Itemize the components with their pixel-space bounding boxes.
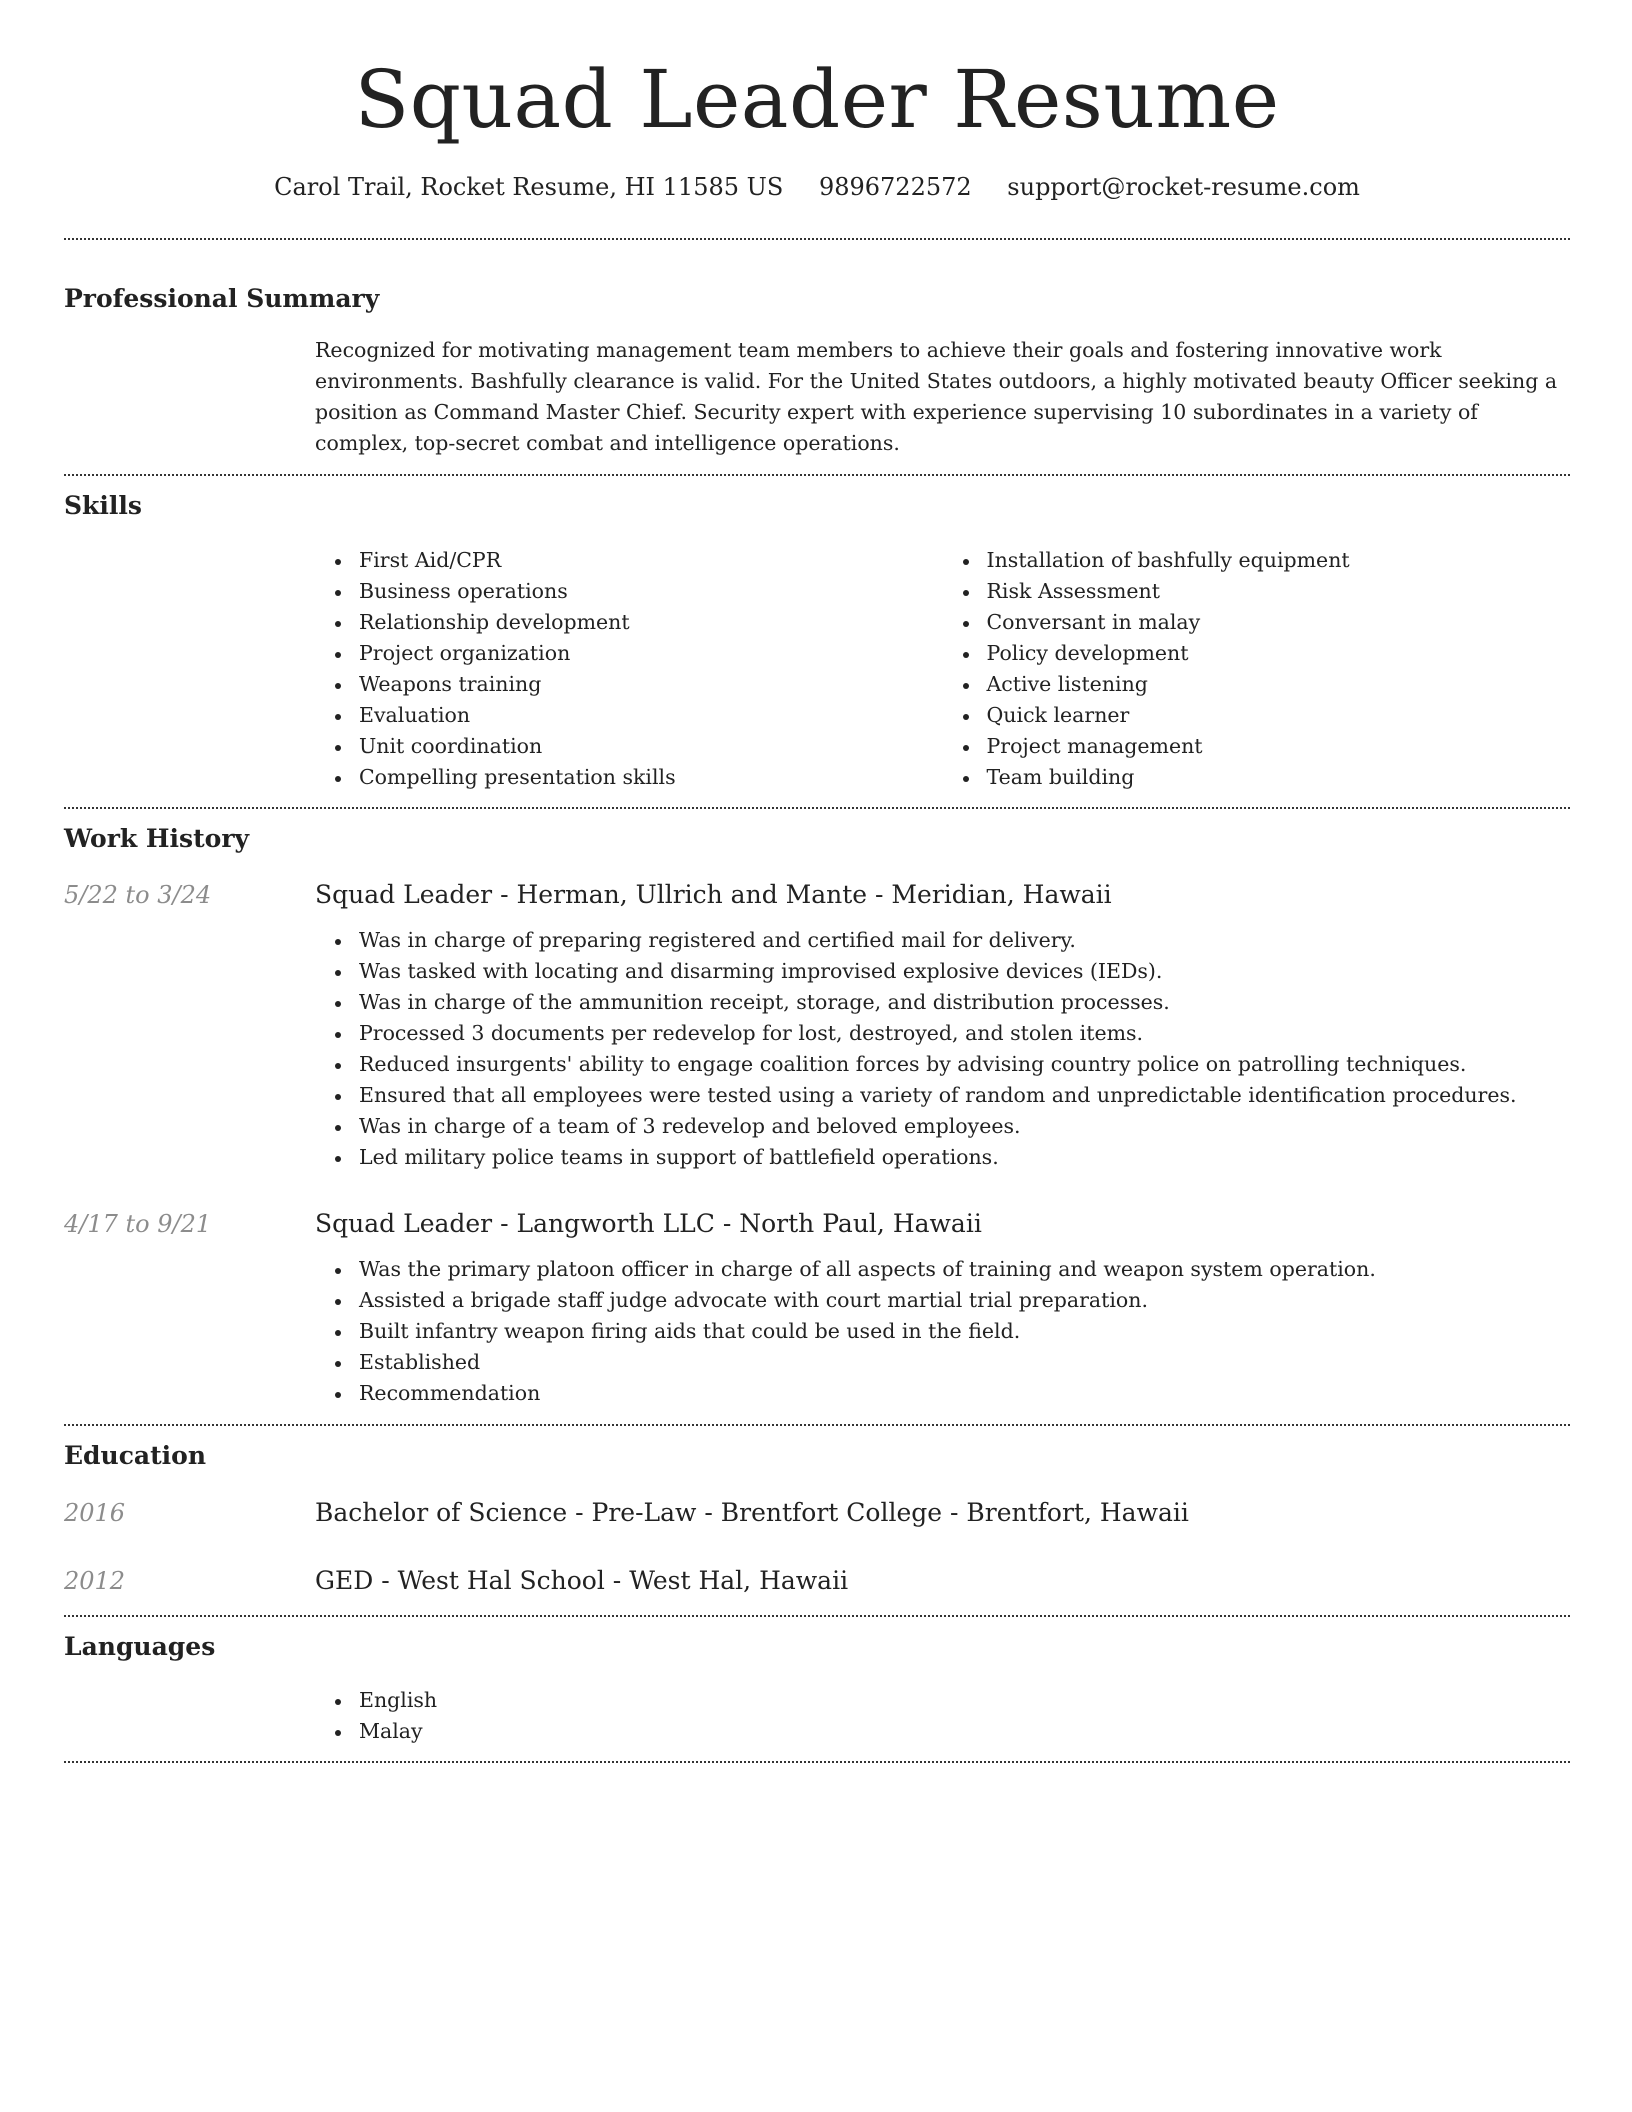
resume-title: Squad Leader Resume <box>354 53 1280 146</box>
job-duties <box>315 925 1570 1173</box>
contact-email: support@rocket-resume.com <box>1007 173 1360 201</box>
job-bullet: Assisted a brigade staff judge advocate with court martial trial preparation. <box>359 1285 1570 1316</box>
skill-item: Compelling presentation skills <box>359 762 943 793</box>
skill-item: Policy development <box>987 638 1571 669</box>
languages-section <box>64 1617 1570 1747</box>
job-dates: 5/22 to 3/24 <box>64 881 212 909</box>
skill-item: Evaluation <box>359 700 943 731</box>
section-divider <box>64 1761 1570 1763</box>
education-date: 2016 <box>64 1499 126 1527</box>
job-bullet: Built infantry weapon firing aids that could be used in the field. <box>359 1316 1570 1347</box>
summary-text: Recognized for motivating management team members to achieve their goals and fostering innovative work environments. Bashfully clearance is valid. For the United States outdoors, a highly motivated beauty Officer seeking a position as Command Master Chief. Security expert with experience supervising 10 subordinates in a variety of complex, top-secret combat and intelligence operations. <box>315 338 1558 455</box>
summary-heading: Professional Summary <box>64 284 380 313</box>
work-history-section <box>64 809 1570 1409</box>
job-dates: 4/17 to 9/21 <box>64 1210 212 1238</box>
languages-list <box>315 1685 1570 1747</box>
education-entry <box>64 1565 1570 1597</box>
resume-page <box>64 0 1570 1763</box>
contact-address: Carol Trail, Rocket Resume, HI 11585 US <box>274 173 784 201</box>
skill-item: Unit coordination <box>359 731 943 762</box>
language-item: English <box>359 1685 1570 1716</box>
languages-body <box>315 1685 1570 1747</box>
job-bullet: Recommendation <box>359 1378 1570 1409</box>
skill-item: Installation of bashfully equipment <box>987 545 1571 576</box>
job-bullet: Led military police teams in support of battlefield operations. <box>359 1142 1570 1173</box>
job-bullet-list <box>315 925 1570 1173</box>
summary-body <box>315 335 1570 459</box>
languages-heading: Languages <box>64 1632 216 1661</box>
summary-section <box>64 240 1570 459</box>
job-bullet: Was the primary platoon officer in charge of all aspects of training and weapon system operation. <box>359 1254 1570 1285</box>
job-entry <box>64 1208 1570 1409</box>
skill-item: Quick learner <box>987 700 1571 731</box>
job-bullet: Established <box>359 1347 1570 1378</box>
job-bullet: Was in charge of a team of 3 redevelop and beloved employees. <box>359 1111 1570 1142</box>
skill-item: Risk Assessment <box>987 576 1571 607</box>
skills-column-left <box>315 545 943 793</box>
work-history-heading: Work History <box>64 824 250 853</box>
job-title: Squad Leader - Herman, Ullrich and Mante - Meridian, Hawaii <box>315 880 1112 909</box>
job-bullet: Was in charge of preparing registered and certified mail for delivery. <box>359 925 1570 956</box>
skills-grid <box>315 545 1570 793</box>
skill-item: Weapons training <box>359 669 943 700</box>
language-item: Malay <box>359 1716 1570 1747</box>
job-bullet: Was in charge of the ammunition receipt, storage, and distribution processes. <box>359 987 1570 1018</box>
job-entry <box>64 879 1570 1173</box>
skills-section <box>64 476 1570 793</box>
education-title: GED - West Hal School - West Hal, Hawaii <box>315 1566 849 1595</box>
skill-item: Team building <box>987 762 1571 793</box>
skill-item: Project management <box>987 731 1571 762</box>
education-entry <box>64 1497 1570 1529</box>
education-section <box>64 1426 1570 1597</box>
contact-info <box>64 170 1570 204</box>
education-heading: Education <box>64 1441 207 1470</box>
skills-column-right <box>943 545 1571 793</box>
education-date: 2012 <box>64 1567 126 1595</box>
education-title: Bachelor of Science - Pre-Law - Brentfort College - Brentfort, Hawaii <box>315 1498 1189 1527</box>
job-bullet: Reduced insurgents' ability to engage coalition forces by advising country police on patrolling techniques. <box>359 1049 1570 1080</box>
job-bullet-list <box>315 1254 1570 1409</box>
job-duties <box>315 1254 1570 1409</box>
skill-item: First Aid/CPR <box>359 545 943 576</box>
job-bullet: Was tasked with locating and disarming improvised explosive devices (IEDs). <box>359 956 1570 987</box>
job-bullet: Ensured that all employees were tested using a variety of random and unpredictable identification procedures. <box>359 1080 1570 1111</box>
skills-heading: Skills <box>64 491 142 520</box>
skill-item: Business operations <box>359 576 943 607</box>
job-bullet: Processed 3 documents per redevelop for lost, destroyed, and stolen items. <box>359 1018 1570 1049</box>
skill-item: Conversant in malay <box>987 607 1571 638</box>
skill-item: Project organization <box>359 638 943 669</box>
skill-item: Active listening <box>987 669 1571 700</box>
job-title: Squad Leader - Langworth LLC - North Paul, Hawaii <box>315 1209 982 1238</box>
skill-item: Relationship development <box>359 607 943 638</box>
contact-phone: 9896722572 <box>818 173 972 201</box>
